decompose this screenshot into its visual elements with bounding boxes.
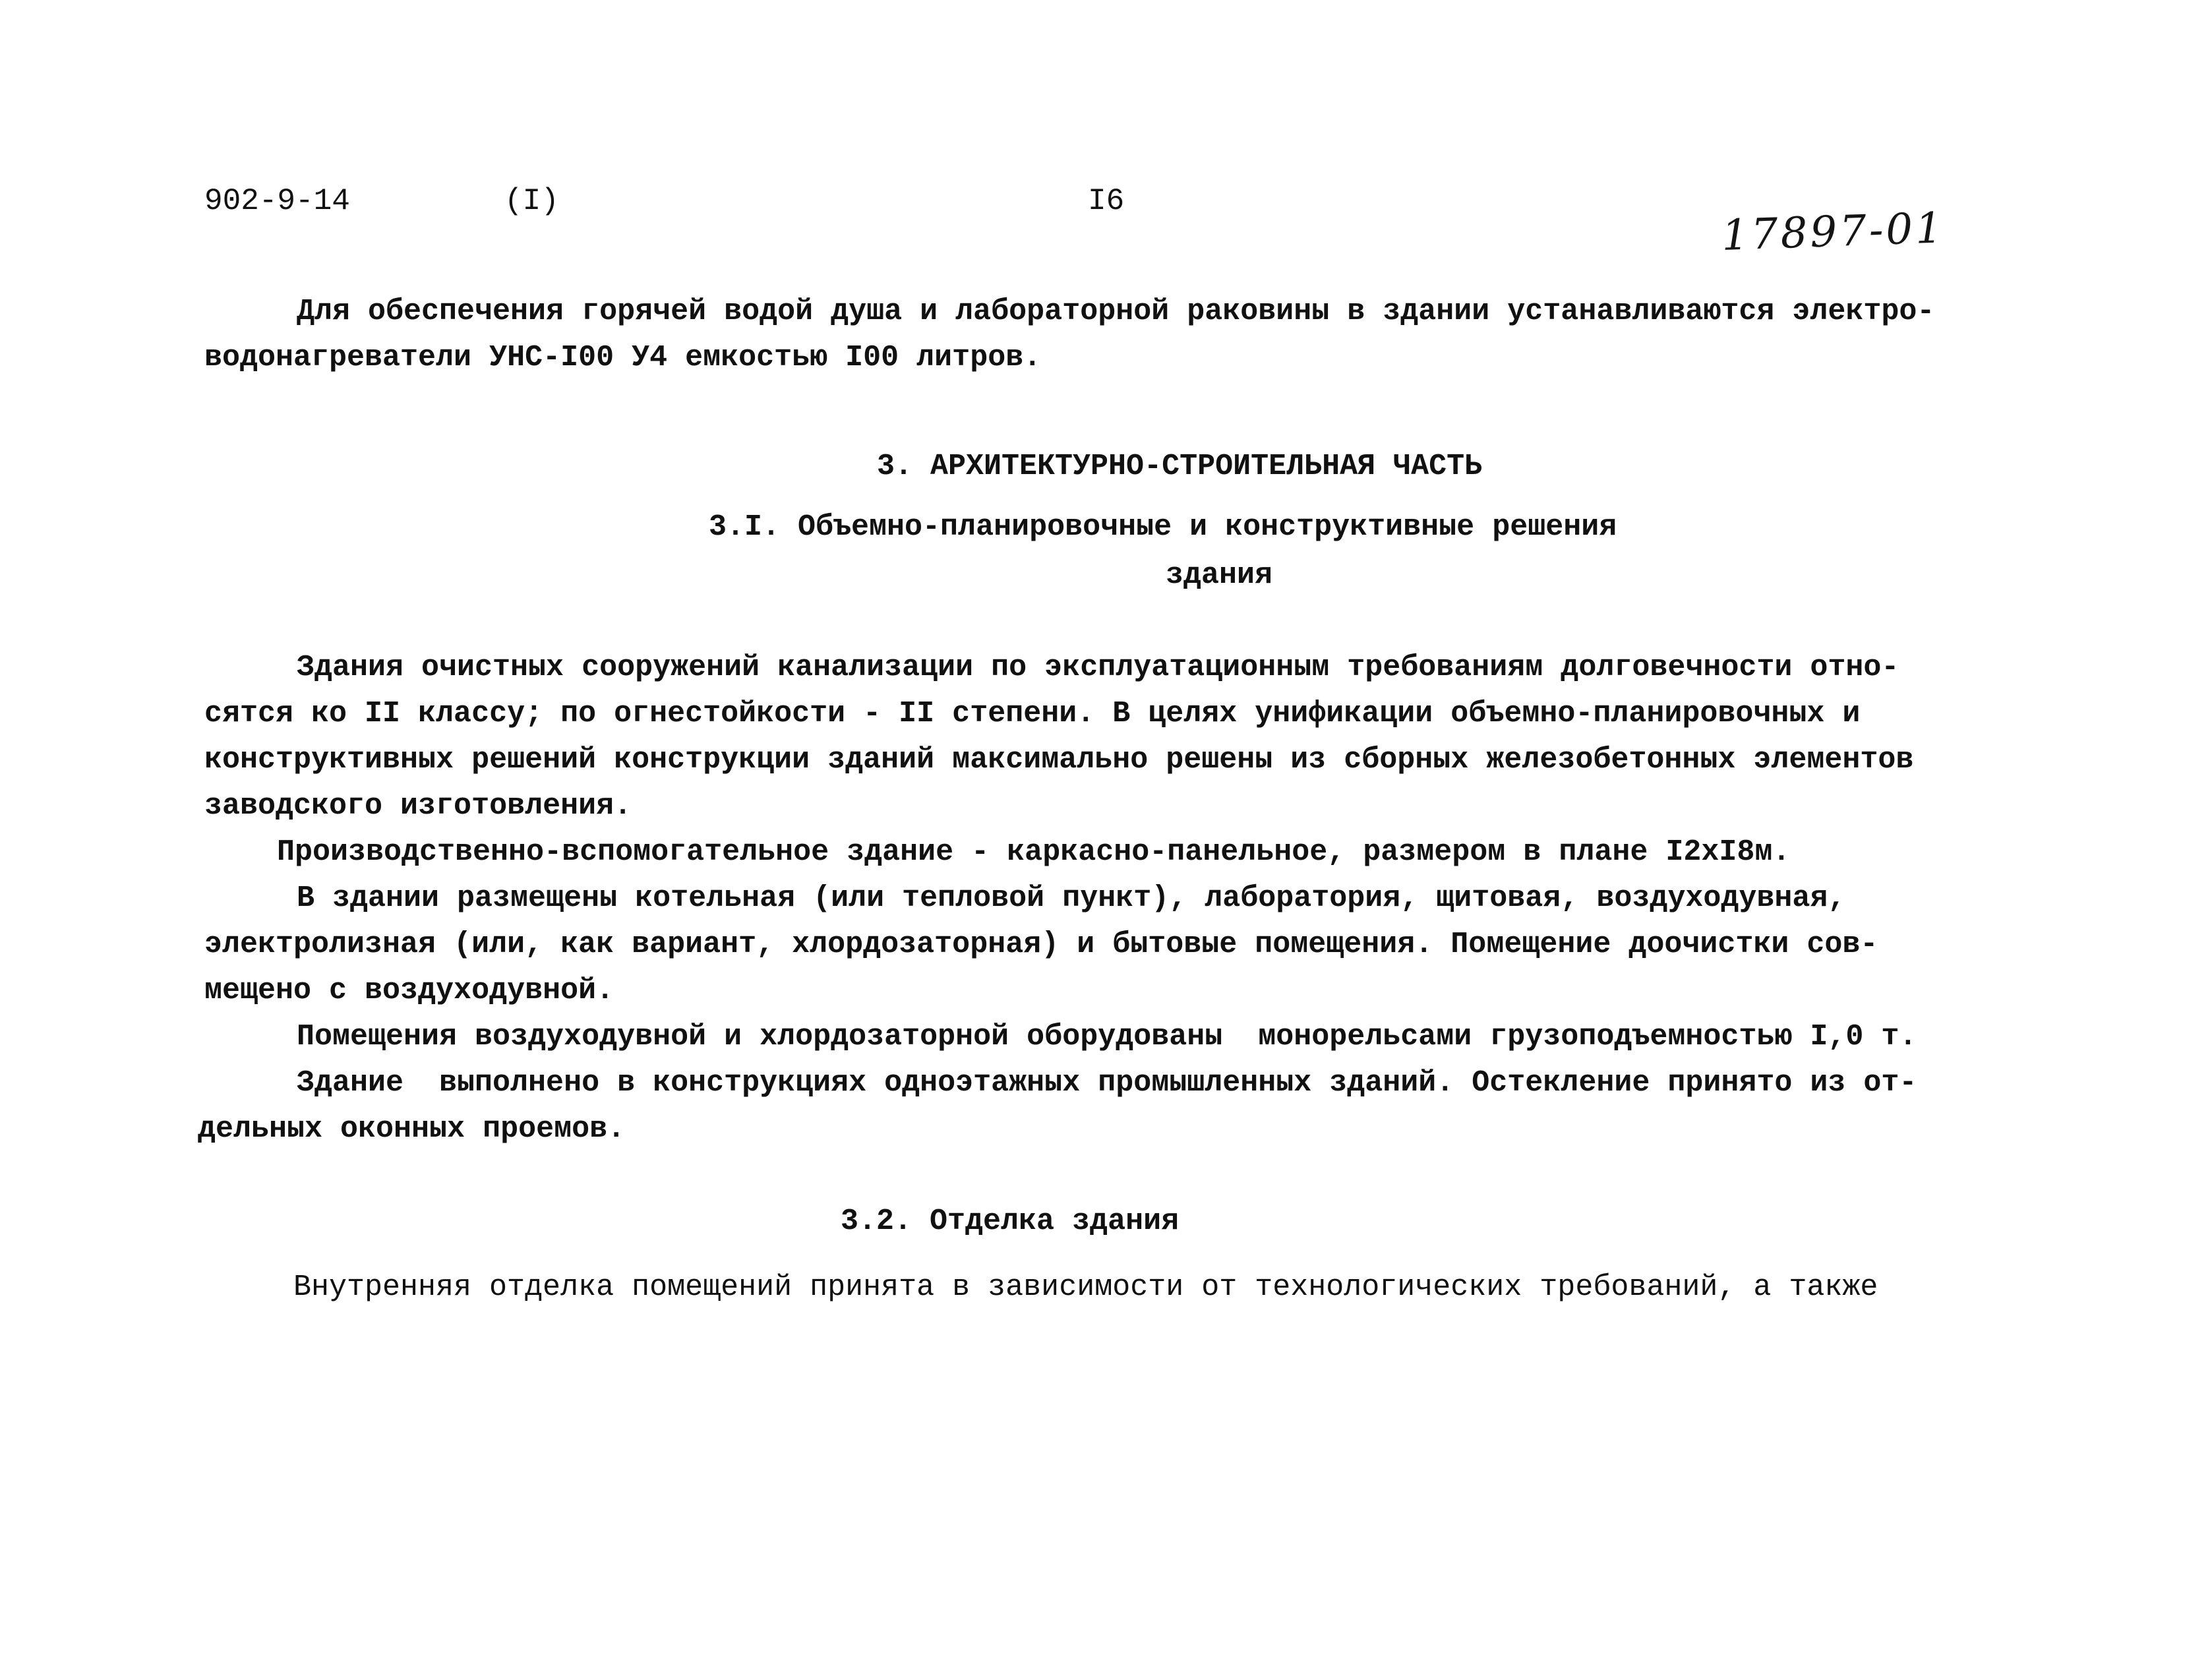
- page-number: I6: [1088, 184, 1125, 218]
- paragraph-line-9: Помещения воздуходувной и хлордозаторной оборудованы монорельсами грузоподъемностью I,0 т.: [297, 1020, 1917, 1054]
- final-line: Внутренняя отделка помещений принята в зависимости от технологических требований, а также: [293, 1270, 1878, 1304]
- inventory-number: 17897-01: [1720, 204, 1946, 260]
- paragraph-line-7: электролизная (или, как вариант, хлордозаторная) и бытовые помещения. Помещение доочистки сов-: [204, 928, 1878, 961]
- paragraph-line-3: конструктивных решений конструкции зданий максимально решены из сборных железобетонных элементов: [204, 743, 1914, 777]
- intro-line-1: Для обеспечения горячей водой душа и лабораторной раковины в здании устанавливаются электро-: [297, 295, 1935, 328]
- paragraph-line-4: заводского изготовления.: [204, 789, 632, 823]
- paragraph-line-6: В здании размещены котельная (или тепловой пункт), лаборатория, щитовая, воздуходувная,: [297, 882, 1846, 915]
- document-code: 902-9-14: [204, 184, 350, 218]
- section-2-title: 3.2. Отделка здания: [841, 1205, 1180, 1238]
- paragraph-line-1: Здания очистных сооружений канализации по эксплуатационным требованиям долговечности отно-: [297, 651, 1899, 684]
- subsection-title-line-1: 3.I. Объемно-планировочные и конструктивные решения: [709, 510, 1617, 544]
- section-title: 3. АРХИТЕКТУРНО-СТРОИТЕЛЬНАЯ ЧАСТЬ: [877, 450, 1483, 483]
- paragraph-line-8: мещено с воздуходувной.: [204, 974, 614, 1007]
- document-part: (I): [504, 184, 559, 218]
- subsection-title-line-2: здания: [1166, 558, 1273, 592]
- paragraph-line-2: сятся ко II классу; по огнестойкости - II степени. В целях унификации объемно-планировочных и: [204, 697, 1861, 731]
- intro-line-2: водонагреватели УНС-I00 У4 емкостью I00 литров.: [204, 341, 1042, 374]
- paragraph-line-11: дельных оконных проемов.: [198, 1112, 626, 1146]
- paragraph-line-10: Здание выполнено в конструкциях одноэтажных промышленных зданий. Остекление принято из от-: [297, 1066, 1917, 1100]
- paragraph-line-5: Производственно-вспомогательное здание - каркасно-панельное, размером в плане I2xI8м.: [277, 835, 1791, 869]
